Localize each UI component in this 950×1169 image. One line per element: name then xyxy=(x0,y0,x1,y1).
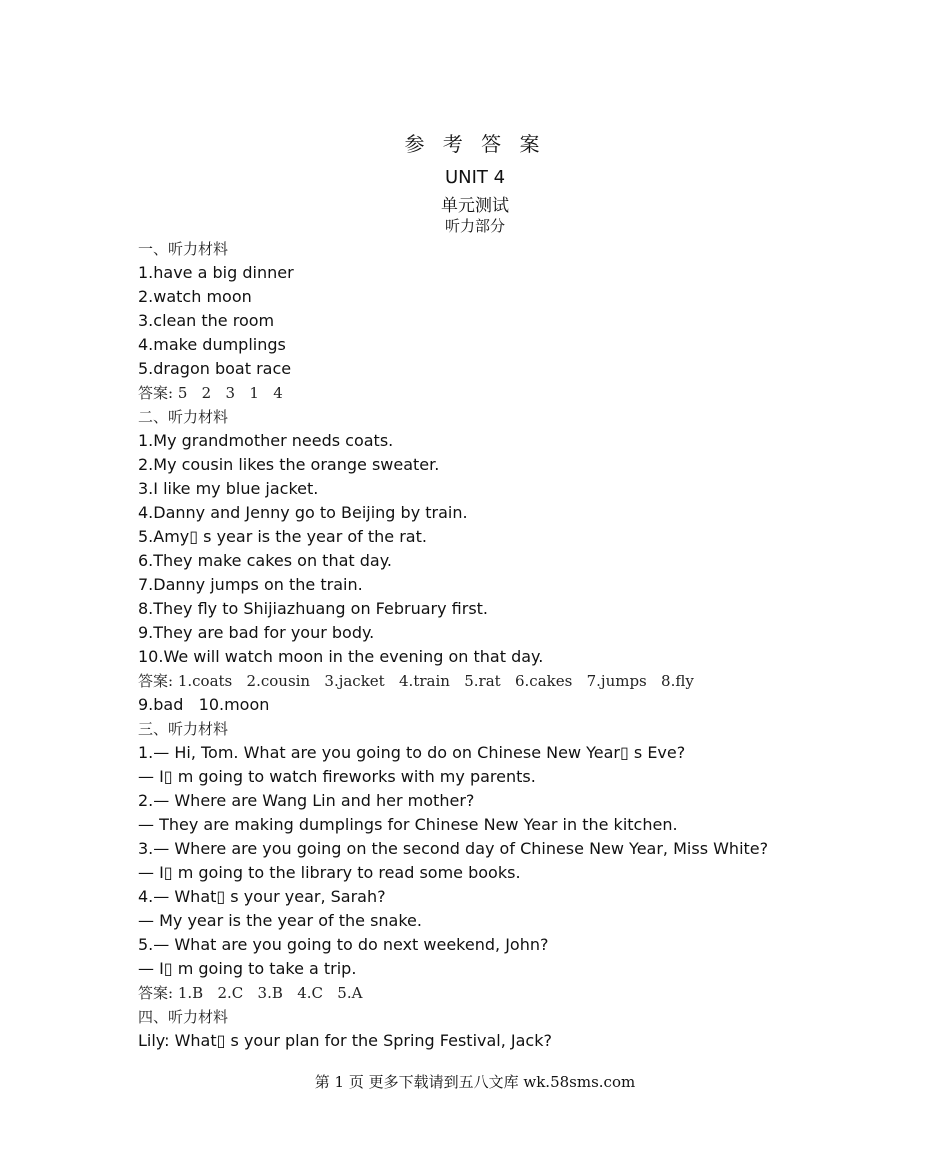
text-line: 一、听力材料 xyxy=(138,240,229,258)
text-line: — My year is the year of the snake. xyxy=(138,911,422,930)
text-line: 7.Danny jumps on the train. xyxy=(138,575,363,594)
text-line: 5.Amy▯ s year is the year of the rat. xyxy=(138,527,427,546)
text-line: 三、听力材料 xyxy=(138,720,229,738)
text-line: — I▯ m going to take a trip. xyxy=(138,959,357,978)
text-line: 9.bad 10.moon xyxy=(138,695,270,714)
section-heading: 单元测试 xyxy=(441,196,509,216)
text-line: 8.They fly to Shijiazhuang on February first. xyxy=(138,599,489,618)
text-line: 5.— What are you going to do next weekend, John? xyxy=(138,935,549,954)
text-line: 4.Danny and Jenny go to Beijing by train. xyxy=(138,503,468,522)
text-line: 4.make dumplings xyxy=(138,335,286,354)
text-line: 答案: 5 2 3 1 4 xyxy=(138,384,283,402)
text-line: 四、听力材料 xyxy=(138,1008,229,1026)
text-line: 答案: 1.coats 2.cousin 3.jacket 4.train 5.rat 6.cakes 7.jumps 8.fly xyxy=(138,672,694,690)
text-line: 4.— What▯ s your year, Sarah? xyxy=(138,887,386,906)
text-line: 3.clean the room xyxy=(138,311,275,330)
text-line: 1.have a big dinner xyxy=(138,263,294,282)
text-line: — I▯ m going to watch fireworks with my parents. xyxy=(138,767,536,786)
text-line: 2.My cousin likes the orange sweater. xyxy=(138,455,440,474)
text-line: 2.watch moon xyxy=(138,287,252,306)
text-line: 6.They make cakes on that day. xyxy=(138,551,392,570)
subsection-heading: 听力部分 xyxy=(444,217,505,235)
text-line: 1.My grandmother needs coats. xyxy=(138,431,394,450)
text-line: 答案: 1.B 2.C 3.B 4.C 5.A xyxy=(138,984,363,1002)
unit-heading: UNIT 4 xyxy=(444,167,506,188)
text-line: 9.They are bad for your body. xyxy=(138,623,375,642)
text-line: 3.I like my blue jacket. xyxy=(138,479,319,498)
text-line: 3.— Where are you going on the second day of Chinese New Year, Miss White? xyxy=(138,839,769,858)
text-line: 二、听力材料 xyxy=(138,408,229,426)
text-line: 10.We will watch moon in the evening on that day. xyxy=(138,647,544,666)
text-line: — They are making dumplings for Chinese New Year in the kitchen. xyxy=(138,815,678,834)
text-line: — I▯ m going to the library to read some books. xyxy=(138,863,521,882)
text-line: Lily: What▯ s your plan for the Spring Festival, Jack? xyxy=(138,1031,552,1050)
page-footer: 第 1 页 更多下载请到五八文库 wk.58sms.com xyxy=(314,1073,636,1091)
answer-body xyxy=(138,237,838,1053)
text-line: 5.dragon boat race xyxy=(138,359,292,378)
text-line: 1.— Hi, Tom. What are you going to do on Chinese New Year▯ s Eve? xyxy=(138,743,686,762)
page-title: 参 考 答 案 xyxy=(404,132,546,156)
text-line: 2.— Where are Wang Lin and her mother? xyxy=(138,791,475,810)
